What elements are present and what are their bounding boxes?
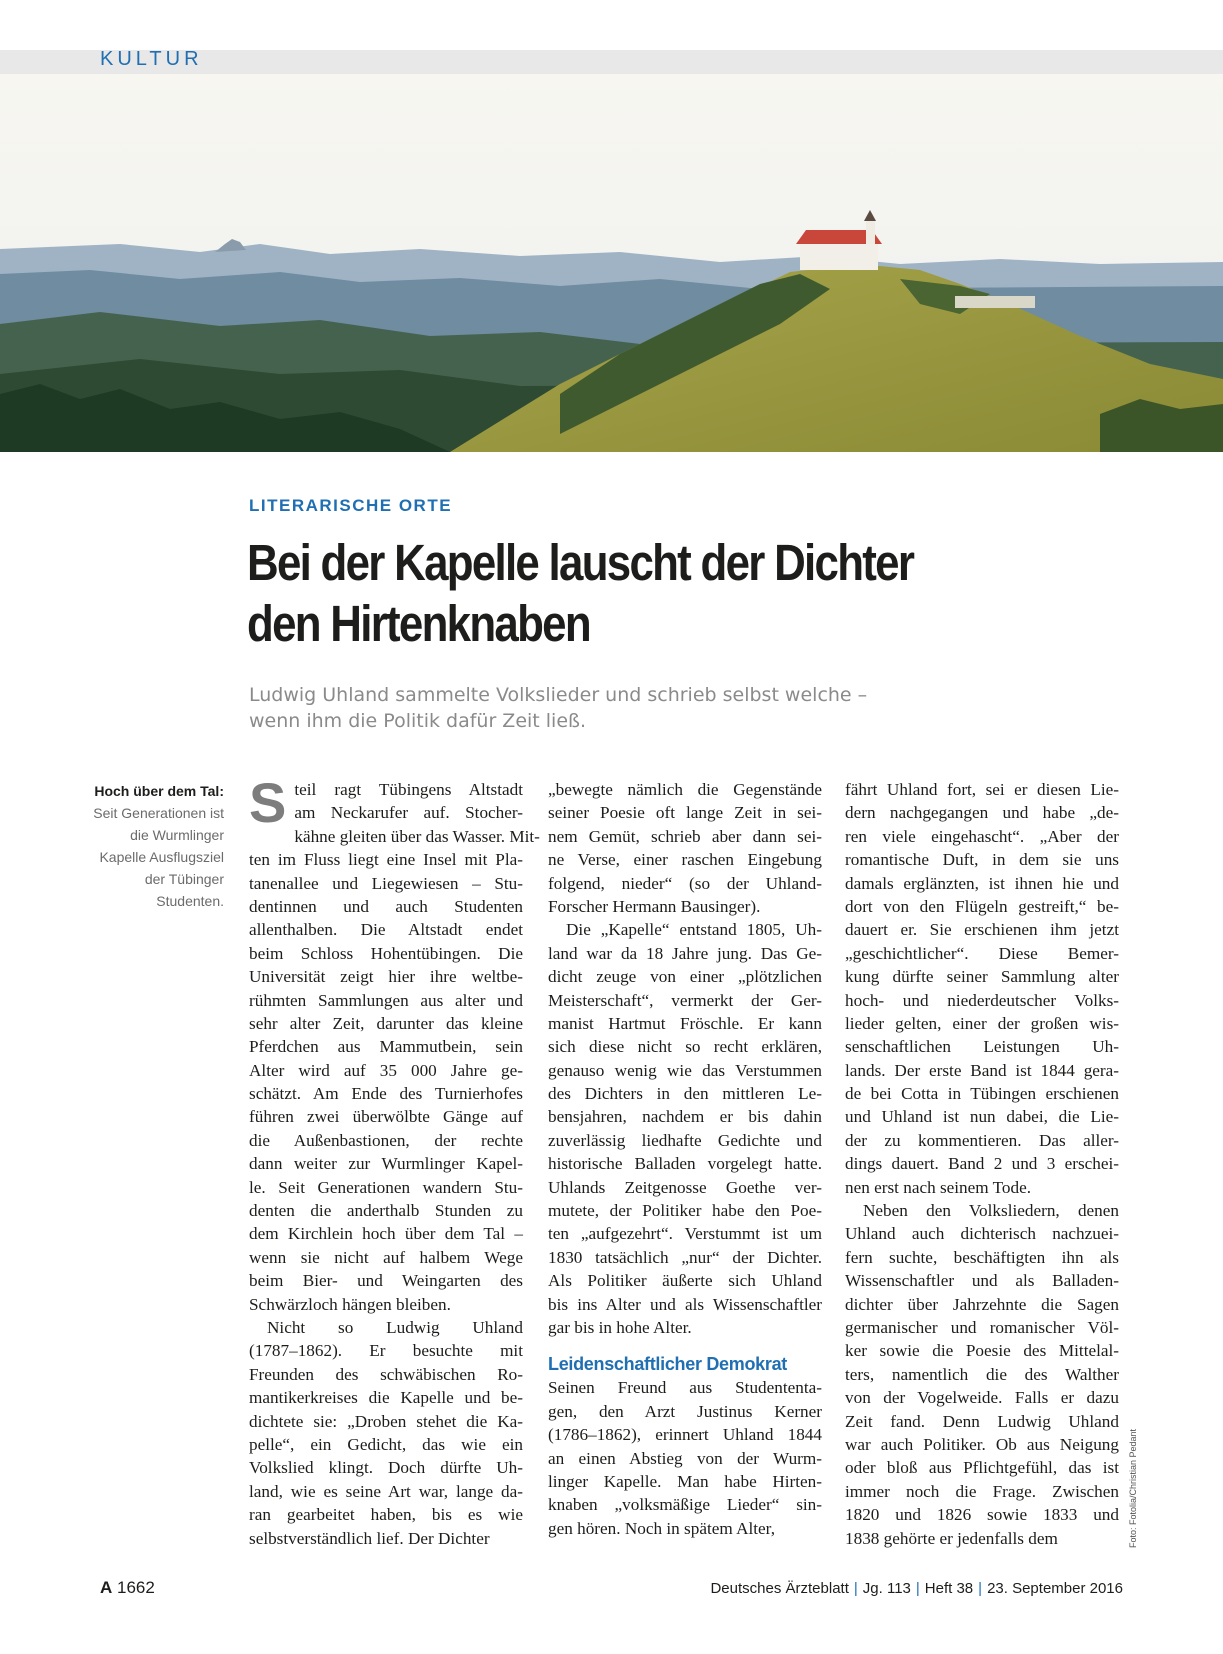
text-line: kähne gleiten über das Wasser. Mit- [294, 826, 540, 846]
text-line: an einen Abstieg von der Wurm- [548, 1448, 822, 1468]
text-line: wenn sie nicht auf halbem Wege [249, 1247, 523, 1267]
column-1-text [249, 771, 540, 1550]
journal-date: 23. September 2016 [987, 1580, 1123, 1597]
text-line: linger Kapelle. Man habe Hirten- [548, 1471, 822, 1491]
text-line: folgend, nieder“ (so der Uhland- [548, 873, 822, 893]
text-line: Universität zeigt hier ihre weltbe- [249, 967, 523, 987]
text-line: der zu kommentieren. Das aller- [845, 1130, 1119, 1150]
footer-separator: | [978, 1580, 983, 1597]
text-line: 1830 tatsächlich „nur“ der Dichter. [548, 1247, 822, 1267]
text-line: Forscher Hermann Bausinger). [548, 896, 761, 916]
text-line: mutete, der Politiker habe den Poe- [548, 1201, 822, 1221]
text-line: ran gearbeitet haben, bis es wie [249, 1505, 523, 1525]
headline-line-1: Bei der Kapelle lauscht der Dichter [247, 534, 914, 591]
text-line: „geschichtlicher“. Diese Bemer- [845, 943, 1119, 963]
text-line: dauert er. Sie erschienen ihm jetzt [845, 920, 1119, 940]
headline [247, 532, 1021, 654]
text-line: gen hören. Noch in spätem Alter, [548, 1518, 775, 1538]
text-line: zuverlässig liedhafte Gedichte und [548, 1130, 822, 1150]
text-line: hoch- und niederdeutscher Volks- [845, 990, 1119, 1010]
text-line: dentinnen und auch Studenten [249, 896, 523, 916]
text-line: Schwärzloch hängen bleiben. [249, 1294, 451, 1314]
text-line: Uhland auch dichterisch nachzuei- [845, 1224, 1119, 1244]
subheading: Leidenschaftlicher Demokrat [548, 1354, 787, 1375]
text-line: sehr alter Zeit, darunter das kleine [249, 1013, 523, 1033]
text-line: führen zwei überwölbte Gänge auf [249, 1107, 523, 1127]
text-line: Die „Kapelle“ entstand 1805, Uh- [566, 920, 822, 940]
article-column-2 [548, 778, 822, 1540]
photo-credit: Foto: Fotolia/Christian Pedant [1128, 1428, 1138, 1548]
column-3-text [845, 778, 1119, 1550]
article-column-1 [249, 771, 540, 1550]
column-2-text [548, 778, 822, 1339]
text-line: ker sowie die Poesie des Mittelal- [845, 1341, 1119, 1361]
text-line: die Außenbastionen, der rechte [249, 1130, 523, 1150]
text-line: schätzt. Am Ende des Turnierhofes [249, 1084, 523, 1104]
page-folio [100, 1578, 155, 1598]
journal-name: Deutsches Ärzteblatt [710, 1580, 849, 1597]
text-line: Seinen Freund aus Studententa- [548, 1378, 822, 1398]
text-line: Neben den Volksliedern, denen [863, 1201, 1119, 1221]
text-line: am Neckarufer auf. Stocher- [294, 803, 523, 823]
text-line: sich diese nicht so recht erklären, [548, 1037, 822, 1057]
hero-photo [0, 74, 1223, 452]
text-line: (1786–1862), erinnert Uhland 1844 [548, 1425, 822, 1445]
footer-separator: | [915, 1580, 920, 1597]
journal-volume: Jg. 113 [862, 1580, 911, 1597]
text-line: ren viele eingehascht“. „Aber der [845, 826, 1119, 846]
headline-line-2: den Hirtenknaben [247, 595, 590, 652]
journal-footer [710, 1580, 1123, 1597]
text-line: Freunden des schwäbischen Ro- [249, 1364, 523, 1384]
text-line: kung dürfte seiner Sammlung alter [845, 967, 1119, 987]
text-line: mantikerkreises die Kapelle und be- [249, 1388, 523, 1408]
text-line: und Uhland ist nun dabei, die Lie- [845, 1107, 1119, 1127]
text-line: 1820 und 1826 sowie 1833 und [845, 1505, 1119, 1525]
text-line: immer noch die Frage. Zwischen [845, 1481, 1119, 1501]
drop-cap: S [249, 771, 287, 834]
text-line: teil ragt Tübingens Altstadt [294, 780, 523, 799]
text-line: nen erst nach seinem Tode. [845, 1177, 1032, 1197]
text-line: denten die anderthalb Stunden zu [249, 1201, 523, 1221]
text-line: historische Balladen vorgelegt hatte. [548, 1154, 822, 1174]
text-line: rühmten Sammlungen aus alter und [249, 990, 523, 1010]
text-line: Pferdchen aus Mammutbein, sein [249, 1037, 523, 1057]
text-line: „bewegte nämlich die Gegenstände [548, 780, 822, 799]
subtitle-line-1: Ludwig Uhland sammelte Volkslieder und schrieb selbst welche – [249, 684, 868, 706]
text-line: ters, namentlich die des Walther [845, 1364, 1119, 1384]
text-line: Uhlands Zeitgenosse Goethe ver- [548, 1177, 822, 1197]
text-line: dem Kirchlein hoch über dem Tal – [249, 1224, 523, 1244]
article-column-3 [845, 778, 1119, 1550]
text-line: dichtete sie: „Droben stehet die Ka- [249, 1411, 523, 1431]
text-line: le. Seit Generationen wandern Stu- [249, 1177, 523, 1197]
text-line: (1787–1862). Er besuchte mit [249, 1341, 523, 1361]
text-line: dings dauert. Band 2 und 3 erschei- [845, 1154, 1119, 1174]
text-line: seiner Poesie oft lange Zeit in sei- [548, 803, 822, 823]
text-line: Alter wird auf 35 000 Jahre ge- [249, 1060, 523, 1080]
footer-separator: | [853, 1580, 858, 1597]
text-line: dort von den Flügeln gestreift,“ be- [845, 896, 1119, 916]
text-line: dichter über Jahrzehnte die Sagen [845, 1294, 1119, 1314]
text-line: knaben „volksmäßige Lieder“ sin- [548, 1495, 822, 1515]
text-line: 1838 gehörte er jedenfalls dem [845, 1528, 1058, 1548]
text-line: dicht zeuge von einer „plötzlichen [548, 967, 822, 987]
text-line: selbstverständlich lief. Der Dichter [249, 1528, 490, 1548]
text-line: de bei Cotta in Tübingen erschienen [845, 1084, 1119, 1104]
text-line: Nicht so Ludwig Uhland [267, 1317, 523, 1337]
text-line: lieder gelten, einer der großen wis- [845, 1013, 1119, 1033]
text-line: pelle“, ein Gedicht, das wie ein [249, 1434, 523, 1454]
text-line: von der Vogelweide. Falls er dazu [845, 1388, 1119, 1408]
text-line: land, wie es seine Art war, lange da- [249, 1481, 523, 1501]
text-line: fährt Uhland fort, sei er diesen Lie- [845, 780, 1119, 799]
text-line: bensjahren, nachdem er bis dahin [548, 1107, 822, 1127]
text-line: tanenallee und Liegewiesen – Stu- [249, 873, 523, 893]
section-label: KULTUR [100, 48, 203, 70]
text-line: allenthalben. Die Altstadt endet [249, 920, 523, 940]
column-2-text-continued [548, 1376, 822, 1540]
text-line: beim Bier- und Weingarten des [249, 1271, 523, 1291]
text-line: dann weiter zur Wurmlinger Kapel- [249, 1154, 523, 1174]
text-line: bis ins Alter und als Wissenschaftler [548, 1294, 822, 1314]
text-line: genauso wenig wie das Verstummen [548, 1060, 822, 1080]
text-line: beim Schloss Hohentübingen. Die [249, 943, 523, 963]
text-line: gar bis in hohe Alter. [548, 1317, 692, 1337]
text-line: des Dichters in den mittleren Le- [548, 1084, 822, 1104]
text-line: ten „aufgezehrt“. Verstummt ist um [548, 1224, 822, 1244]
text-line: nem Gemüt, schrieb aber dann sei- [548, 826, 822, 846]
subtitle-line-2: wenn ihm die Politik dafür Zeit ließ. [249, 710, 587, 732]
text-line: lands. Der erste Band ist 1844 gera- [845, 1060, 1119, 1080]
caption-text: Seit Generationen ist die Wurmlinger Kapelle Ausflugsziel der Tübinger Studenten. [93, 805, 224, 909]
text-line: romantische Duft, in dem sie uns [845, 850, 1119, 870]
text-line: oder bloß aus Pflichtgefühl, das ist [845, 1458, 1119, 1478]
text-line: germanischer und romanischer Völ- [845, 1317, 1119, 1337]
caption-lead: Hoch über dem Tal: [94, 783, 224, 799]
text-line: Als Politiker äußerte sich Uhland [548, 1271, 822, 1291]
text-line: Meisterschaft“, vermerkt der Ger- [548, 990, 822, 1010]
text-line: land war da 18 Jahre jung. Das Ge- [548, 943, 822, 963]
text-line: ne Verse, einer raschen Eingebung [548, 850, 822, 870]
text-line: Wissenschaftler und als Balladen- [845, 1271, 1119, 1291]
text-line: ten im Fluss liegt eine Insel mit Pla- [249, 850, 523, 870]
text-line: war auch Politiker. Ob aus Neigung [845, 1434, 1119, 1454]
text-line: dern nachgegangen und habe „de- [845, 803, 1119, 823]
text-line: gen, den Arzt Justinus Kerner [548, 1401, 822, 1421]
page-number: 1662 [117, 1578, 155, 1597]
kicker: LITERARISCHE ORTE [249, 496, 453, 515]
text-line: manist Hartmut Fröschle. Er kann [548, 1013, 822, 1033]
folio-letter: A [100, 1578, 113, 1597]
subtitle [249, 682, 969, 734]
text-line: fern suchte, beschäftigten ihn als [845, 1247, 1119, 1267]
journal-issue: Heft 38 [924, 1580, 974, 1597]
photo-caption [92, 780, 224, 912]
text-line: damals erglänzten, ist ihnen hie und [845, 873, 1119, 893]
text-line: Volkslied klingt. Doch dürfte Uh- [249, 1458, 523, 1478]
text-line: senschaftlichen Leistungen Uh- [845, 1037, 1119, 1057]
text-line: Zeit fand. Denn Ludwig Uhland [845, 1411, 1119, 1431]
